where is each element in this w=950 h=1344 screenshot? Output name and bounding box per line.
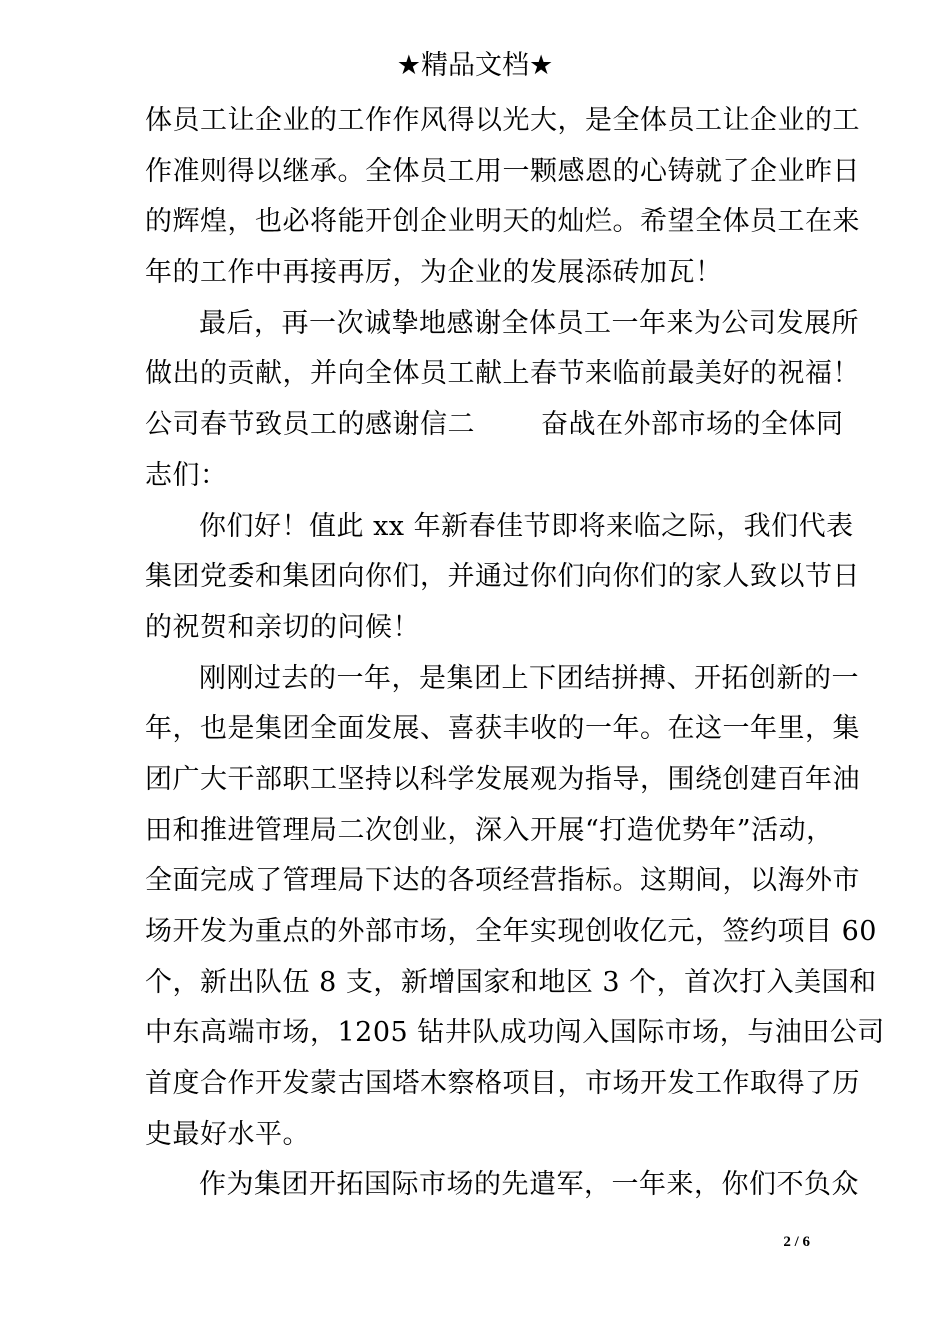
text-line: 作为集团开拓国际市场的先遣军，一年来，你们不负众 (199, 1169, 859, 1201)
text-line: 做出的贡献，并向全体员工献上春节来临前最美好的祝福！ (145, 358, 860, 390)
text-line: 的祝贺和亲切的问候！ (145, 611, 420, 643)
text-line: 个，新出队伍 8 支，新增国家和地区 3 个，首次打入美国和 (145, 966, 877, 998)
text-line: 团广大干部职工坚持以科学发展观为指导，围绕创建百年油 (145, 763, 860, 795)
text-line: 场开发为重点的外部市场，全年实现创收亿元，签约项目 60 (145, 916, 877, 947)
page-number: 2 / 6 (783, 1234, 810, 1250)
text-line: 首度合作开发蒙古国塔木察格项目，市场开发工作取得了历 (145, 1068, 860, 1100)
text-line: 最后，再一次诚挚地感谢全体员工一年来为公司发展所 (199, 307, 859, 339)
text-line: 年，也是集团全面发展、喜获丰收的一年。在这一年里，集 (145, 713, 860, 745)
text-line: 刚刚过去的一年，是集团上下团结拼搏、开拓创新的一 (199, 662, 859, 694)
text-line: 全面完成了管理局下达的各项经营指标。这期间，以海外市 (145, 865, 860, 897)
document-header: ★精品文档★ (396, 50, 554, 81)
text-line: 田和推进管理局二次创业，深入开展“打造优势年”活动， (145, 814, 834, 846)
text-line: 中东高端市场，1205 钻井队成功闯入国际市场，与油田公司 (145, 1017, 885, 1049)
salutation-start: 奋战在外部市场的全体同 (541, 409, 844, 441)
document-body (145, 96, 885, 1211)
text-line: 集团党委和集团向你们，并通过你们向你们的家人致以节日 (145, 561, 860, 593)
letter-title: 公司春节致员工的感谢信二 (145, 409, 475, 441)
text-line: 年的工作中再接再厉，为企业的发展添砖加瓦！ (145, 257, 723, 289)
text-line: 史最好水平。 (145, 1118, 310, 1150)
text-line: 你们好！值此 xx 年新春佳节即将来临之际，我们代表 (199, 510, 854, 542)
text-line: 的辉煌，也必将能开创企业明天的灿烂。希望全体员工在来 (145, 206, 860, 238)
letter-title-line (145, 400, 844, 451)
text-line: 体员工让企业的工作作风得以光大，是全体员工让企业的工 (145, 105, 860, 136)
text-line: 作准则得以继承。全体员工用一颗感恩的心铸就了企业昨日 (145, 155, 860, 187)
text-line: 志们： (145, 459, 228, 491)
